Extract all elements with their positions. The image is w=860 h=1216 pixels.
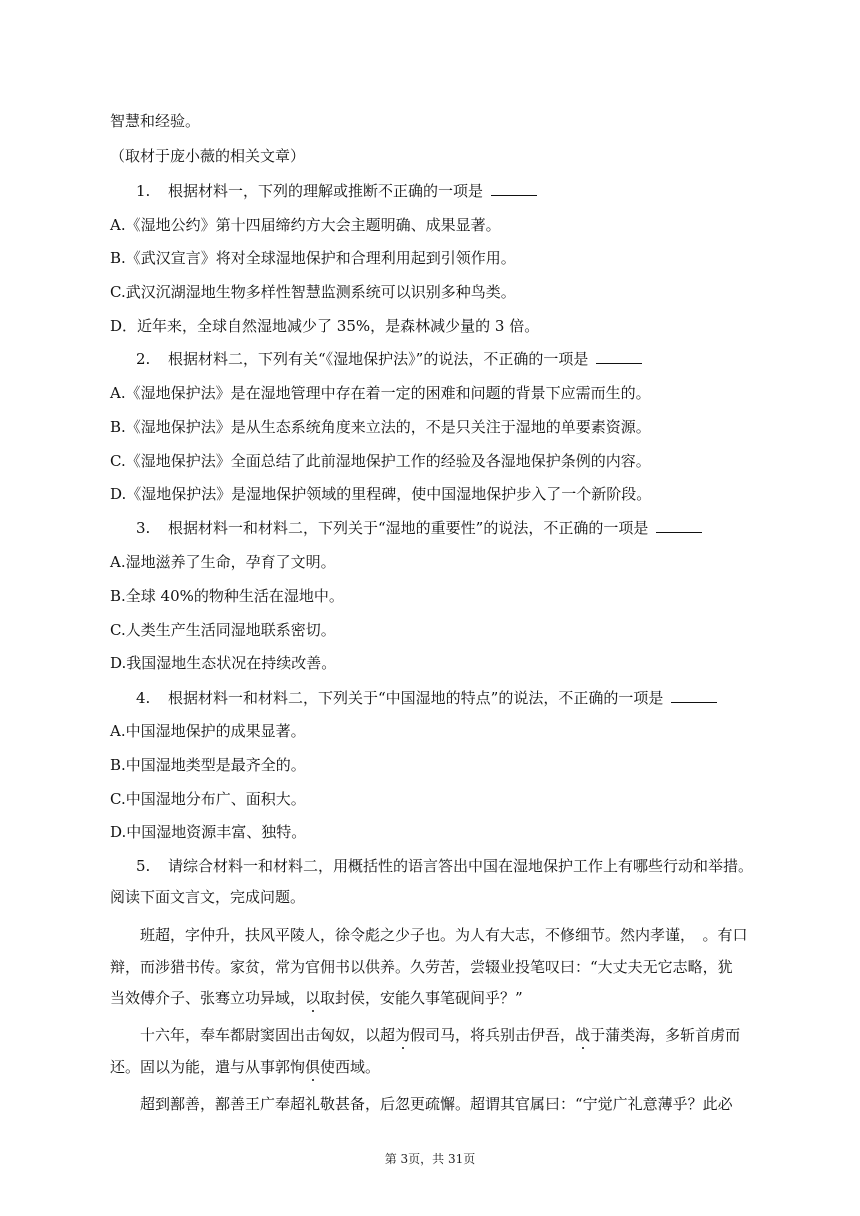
passage-text: 假司马，将兵别击伊吾， [410,1026,576,1044]
question-4 [136,688,717,708]
question-text: 根据材料二，下列有关“《湿地保护法》”的说法，不正确的一项是 [168,350,589,368]
question-number: 3. [136,519,151,537]
question-number: 1. [136,182,151,200]
passage-text: 使西域。 [320,1058,381,1076]
passage-text: 十六年，奉车都尉窦固出击匈奴，以超 [140,1026,396,1044]
question-text: 根据材料一，下列的理解或推断不正确的一项是 [168,182,484,200]
passage-text: 取封侯，安能久事笔砚间乎？” [320,989,523,1007]
page-footer: 第 3页，共 31页 [384,1152,476,1166]
option-c: C.人类生产生活同湿地联系密切。 [110,621,336,639]
passage-line: 辩，而涉猎书传。家贫，常为官佣书以供养。久劳苦，尝辍业投笔叹曰：“大丈夫无它志略，犹 [110,958,733,976]
question-number: 4. [136,689,151,707]
option-b: B.《湿地保护法》是从生态系统角度来立法的，不是只关注于湿地的单要素资源。 [110,418,651,436]
option-c: C.《湿地保护法》全面总结了此前湿地保护工作的经验及各湿地保护条例的内容。 [110,452,651,470]
question-number: 2. [136,350,151,368]
emphasized-char: 以 [305,989,321,1007]
question-3 [136,518,702,538]
answer-blank [671,688,717,703]
option-a: A.湿地滋养了生命，孕育了文明。 [110,553,336,571]
option-d: D.我国湿地生态状况在持续改善。 [110,654,337,672]
question-text: 根据材料一和材料二，下列关于“中国湿地的特点”的说法，不正确的一项是 [168,689,664,707]
question-2 [136,349,642,369]
passage-line: 超到鄯善，鄯善王广奉超礼敬甚备，后忽更疏懈。超谓其官属曰：“宁觉广礼意薄乎？此必 [140,1095,733,1113]
question-number: 5. [136,857,151,875]
option-b: B.中国湿地类型是最齐全的。 [110,756,306,774]
passage-line: 班超，字仲升，扶风平陵人，徐令彪之少子也。为人有大志，不修细节。然内孝谨， 。有口 [140,926,748,944]
emphasized-char: 为 [395,1026,411,1044]
question-text: 请综合材料一和材料二，用概括性的语言答出中国在湿地保护工作上有哪些行动和举措。 [168,857,754,875]
section-intro: 阅读下面文言文，完成问题。 [110,888,306,906]
option-d: D.《湿地保护法》是湿地保护领域的里程碑，使中国湿地保护步入了一个新阶段。 [110,485,652,503]
option-a: A.《湿地保护法》是在湿地管理中存在着一定的困难和问题的背景下应需而生的。 [110,384,651,402]
question-1 [136,181,537,201]
passage-text: 还。固以为能，遣与从事郭恂 [110,1058,306,1076]
option-d: D．近年来，全球自然湿地减少了 35%，是森林减少量的 3 倍。 [110,317,540,335]
passage-line [140,1025,740,1045]
option-b: B.《武汉宣言》将对全球湿地保护和合理利用起到引领作用。 [110,249,516,267]
question-5 [136,856,753,876]
option-a: A.《湿地公约》第十四届缔约方大会主题明确、成果显著。 [110,216,501,234]
option-d: D.中国湿地资源丰富、独特。 [110,823,307,841]
question-text: 根据材料一和材料二，下列关于“湿地的重要性”的说法，不正确的一项是 [168,519,649,537]
answer-blank [656,518,702,533]
emphasized-char: 战 [575,1026,591,1044]
option-b: B.全球 40%的物种生活在湿地中。 [110,587,344,605]
option-a: A.中国湿地保护的成果显著。 [110,722,306,740]
emphasized-char: 俱 [305,1058,321,1076]
answer-blank [596,349,642,364]
passage-line [110,1057,380,1077]
passage-text: 当效傅介子、张骞立功异域， [110,989,306,1007]
passage-text: 于蒲类海，多斩首虏而 [590,1026,741,1044]
option-c: C.中国湿地分布广、面积大。 [110,790,306,808]
option-c: C.武汉沉湖湿地生物多样性智慧监测系统可以识别多种鸟类。 [110,283,516,301]
passage-line [110,988,523,1008]
source-note: （取材于庞小薇的相关文章） [110,147,306,165]
answer-blank [491,181,537,196]
text-line: 智慧和经验。 [110,112,201,130]
